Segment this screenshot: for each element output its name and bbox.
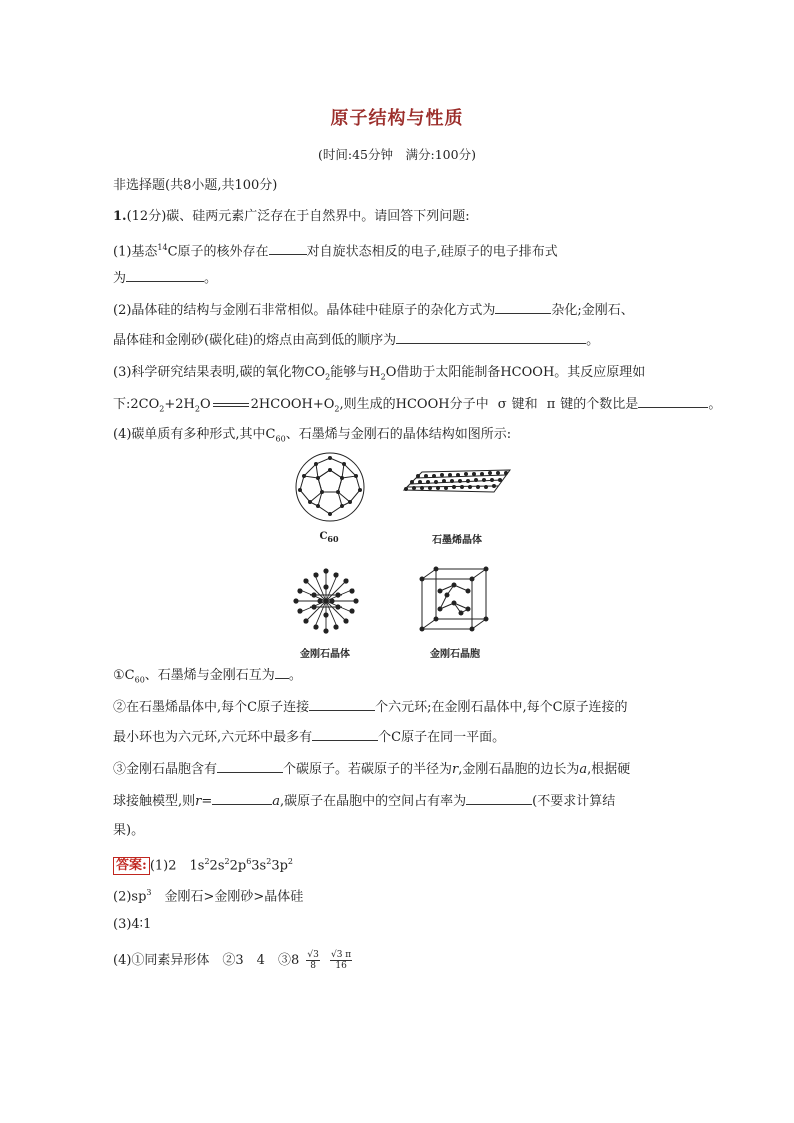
graphene-structure-figure <box>402 466 512 502</box>
q1-part1-line1: (1)基态$^{14}$C原子的核外存在 对自旋状态相反的电子,硅原子的电子排布式 <box>113 243 558 260</box>
section-heading: 非选择题(共8小题,共100分) <box>113 178 278 193</box>
q1-part2-line2: 晶体硅和金刚砂(碳化硅)的熔点由高到低的顺序为 。 <box>113 333 600 348</box>
answer-line-2: $(2)sp^3$ 金刚石>金刚砂>晶体硅 <box>113 888 304 905</box>
c60-caption: $C_{60}$ <box>319 531 339 544</box>
diamond-crystal-caption: 金刚石晶体 <box>300 649 350 660</box>
graphene-caption: 石墨烯晶体 <box>432 535 482 546</box>
q1-part2-line1: (2)晶体硅的结构与金刚石非常相似。晶体硅中硅原子的杂化方式为 杂化;金刚石、 <box>113 303 634 318</box>
answer-blank[interactable] <box>212 792 272 805</box>
answer-blank[interactable] <box>269 242 307 255</box>
answer-blank[interactable] <box>217 760 283 773</box>
q1-part1-line2: 为 。 <box>113 271 218 286</box>
answer-blank[interactable] <box>466 792 532 805</box>
diamond-crystal-figure <box>290 565 362 637</box>
diamond-unit-cell-caption: 金刚石晶胞 <box>430 649 480 660</box>
q1-sub2-line2: 最小环也为六元环,六元环中最多有 个C原子在同一平面。 <box>113 730 506 745</box>
q1-sub1: $①C_{60}$、石墨烯与金刚石互为 。 <box>113 668 302 685</box>
answer-blank[interactable] <box>638 395 708 408</box>
page-title: 原子结构与性质 <box>330 108 464 129</box>
q1-sub3-line3: 果)。 <box>113 823 145 838</box>
exam-info: (时间:45分钟 满分:100分) <box>318 147 476 162</box>
answer-line-3: (3)4∶1 <box>113 917 152 932</box>
answer-blank[interactable] <box>495 301 551 314</box>
c60-structure-figure <box>290 450 370 525</box>
answer-blank[interactable] <box>312 728 378 741</box>
answer-blank[interactable] <box>309 698 375 711</box>
q1-part3-line2: 下$:2CO_2+2H_2O$ $2HCOOH+O_2$,则生成的HCOOH分子中 σ 键和 π 键的个数比是 。 <box>113 397 722 414</box>
answer-line-1: 答案: (1)2 $1s^22s^22p^63s^23p^2$ <box>113 853 293 875</box>
answer-blank[interactable] <box>126 269 204 282</box>
q1-part4-line: (4)碳单质有多种形式,其中$C_{60}$、石墨烯与金刚石的晶体结构如图所示: <box>113 427 512 444</box>
q1-sub2-line1: ②在石墨烯晶体中,每个C原子连接 个六元环;在金刚石晶体中,每个C原子连接的 <box>113 700 628 715</box>
q1-sub3-line1: ③金刚石晶胞含有 个碳原子。若碳原子的半径为r,金刚石晶胞的边长为a,根据硬 <box>113 762 631 777</box>
answer-label: 答案: <box>113 857 150 875</box>
fraction-sqrt3pi-over-16: $\frac{√3 \pi}{16}$ <box>330 950 352 971</box>
q1-sub3-line2: 球接触模型,则r= a,碳原子在晶胞中的空间占有率为 (不要求计算结 <box>113 794 616 809</box>
q1-part3-line1: (3)科学研究结果表明,碳的氧化物$CO_2$能够与$H_2O$借助于太阳能制备HCOOH。其反应原理如 <box>113 365 646 382</box>
answer-blank[interactable] <box>275 666 289 679</box>
equals-sign <box>213 403 249 407</box>
diamond-unit-cell-figure <box>418 565 490 635</box>
answer-blank[interactable] <box>396 331 586 344</box>
question-1-header <box>113 208 470 226</box>
fraction-sqrt3-over-8: $\frac{√3}{8}$ <box>307 950 319 971</box>
question-stem: (12分)碳、硅两元素广泛存在于自然界中。请回答下列问题: <box>126 209 470 224</box>
answer-line-4: (4)①同素异形体 ②3 4 ③8 $\frac{√3}{8}$ $\frac{√3 \pi}{16}$ <box>113 950 352 971</box>
question-number: 1. <box>113 209 127 224</box>
